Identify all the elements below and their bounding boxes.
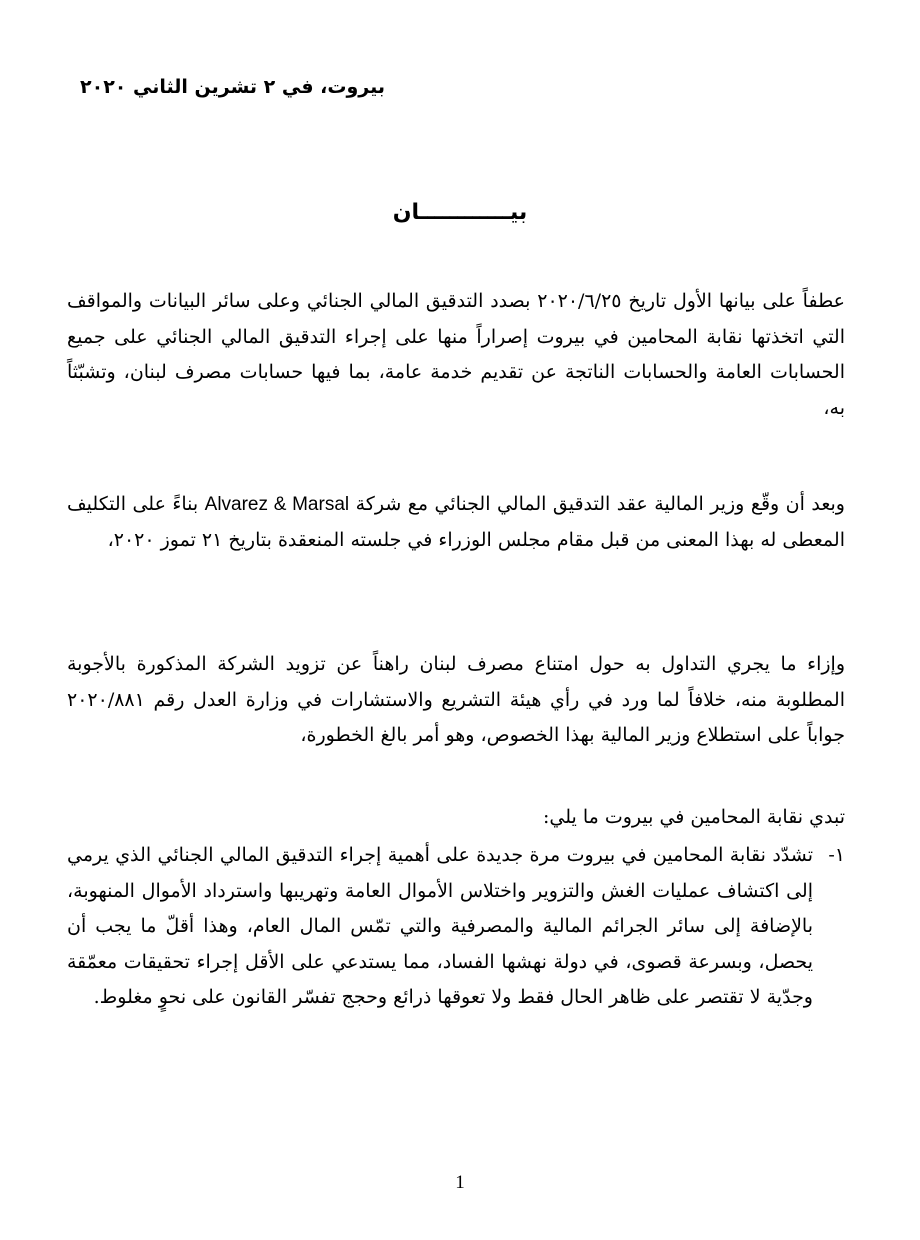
list-item-text: تشدّد نقابة المحامين في بيروت مرة جديدة على أهمية إجراء التدقيق المالي الجنائي الذي يرمي إلى اكتشاف عمليات الغش والتزوير واختلاس الأموال العامة وتهريبها واسترداد الأموال المنهوبة، بالإضافة إلى سائر الجرائم المالية والمصرفية والتي تمّس المال العام، وهذا أقلّ ما يجب أن يحصل، وبسرعة قصوى، في دولة نهشها الفساد، مما يستدعي على الأقل إجراء تحقيقات معمّقة وجدّية لا تقتصر على ظاهر الحال فقط ولا تعوقها ذرائع وحجج تفسّر القانون على نحوٍ مغلوط.: [67, 844, 813, 1008]
list-item: [67, 838, 845, 1016]
paragraph-contract: [67, 487, 845, 558]
paragraph-contract-before: وبعد أن وقّع وزير المالية عقد التدقيق المالي الجنائي مع شركة: [355, 493, 845, 515]
document-title: بيــــــــــــان: [392, 200, 528, 225]
paragraph-contract-after: بناءً على التكليف المعطى له بهذا المعنى من قبل مقام مجلس الوزراء في جلسته المنعقدة بتاريخ ٢١ تموز ٢٠٢٠،: [67, 493, 845, 551]
list-item-number: ١-: [828, 844, 845, 866]
page-number: 1: [455, 1172, 465, 1193]
dateline: بيروت، في ٢ تشرين الثاني ٢٠٢٠: [80, 76, 385, 98]
list-intro: تبدي نقابة المحامين في بيروت ما يلي:: [542, 806, 845, 828]
paragraph-central-bank: وإزاء ما يجري التداول به حول امتناع مصرف لبنان راهناً عن تزويد الشركة المذكورة بالأجوبة المطلوبة منه، خلافاً لما ورد في رأي هيئة التشريع والاستشارات في وزارة العدل رقم ٢٠٢٠/٨٨١ جواباً على استطلاع وزير المالية بهذا الخصوص، وهو أمر بالغ الخطورة،: [67, 653, 845, 746]
company-name: Alvarez & Marsal: [204, 494, 350, 515]
paragraph-first-statement: عطفاً على بيانها الأول تاريخ ٢٠٢٠/٦/٢٥ بصدد التدقيق المالي الجنائي وعلى سائر البيانات والمواقف التي اتخذتها نقابة المحامين في بيروت إصراراً منها على إجراء التدقيق المالي الجنائي على جميع الحسابات العامة والحسابات الناتجة عن تقديم خدمة عامة، بما فيها حسابات مصرف لبنان، وتشبّثاً به،: [67, 290, 845, 419]
